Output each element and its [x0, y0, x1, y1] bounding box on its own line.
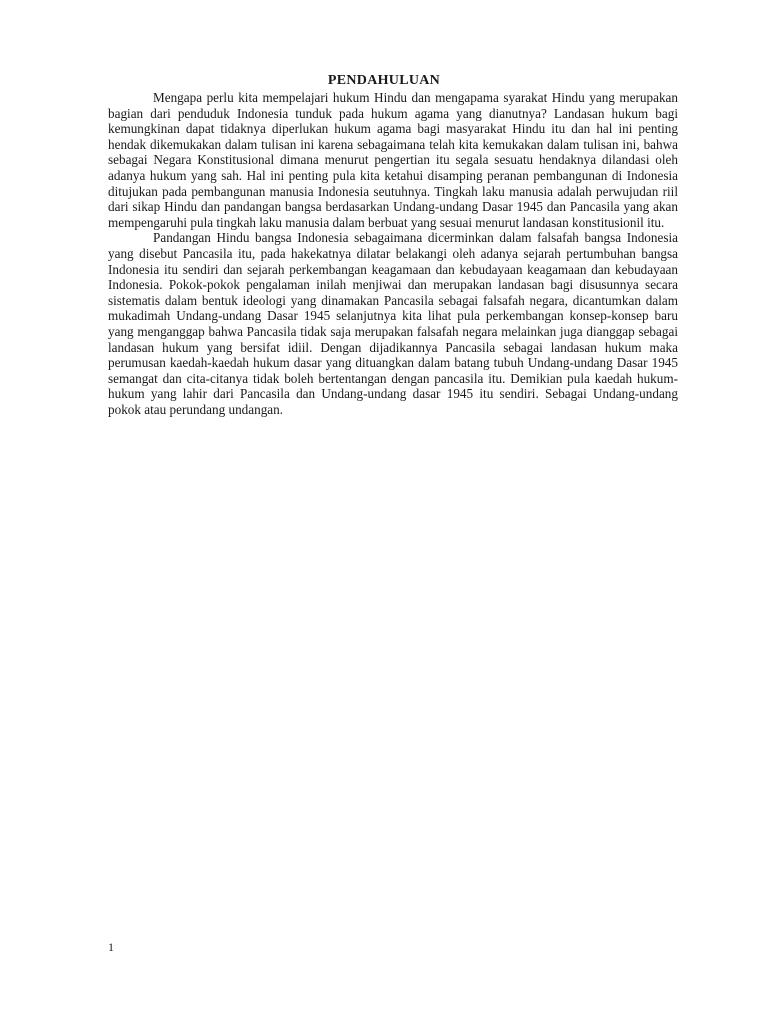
paragraph-1: Mengapa perlu kita mempelajari hukum Hindu dan mengapama syarakat Hindu yang merupakan bagian dari penduduk Indonesia tunduk pada hukum agama yang dianutnya? Landasan hukum bagi kemungkinan dapat tidaknya diperlukan hukum agama bagi masyarakat Hindu itu dan hal ini penting hendak dikemukakan dalam tulisan ini karena sebagaimana telah kita kemukakan dalam tulisan ini, bahwa sebagai Negara Konstitusional dimana menurut pengertian itu segala sesuatu hendaknya dilandasi oleh adanya hukum yang sah. Hal ini penting pula kita ketahui disamping peranan pembangunan di Indonesia ditujukan pada pembangunan manusia Indonesia seutuhnya. Tingkah laku manusia adalah perwujudan riil dari sikap Hindu dan pandangan bangsa berdasarkan Undang-undang Dasar 1945 dan Pancasila yang akan mempengaruhi pula tingkah laku manusia dalam berbuat yang sesuai menurut landasan konstitusionil itu. [108, 90, 678, 230]
page-number: 1 [108, 940, 114, 954]
body-text [108, 90, 678, 417]
page-title: PENDAHULUAN [327, 73, 441, 88]
paragraph-2: Pandangan Hindu bangsa Indonesia sebagaimana dicerminkan dalam falsafah bangsa Indonesia yang disebut Pancasila itu, pada hakekatnya dilatar belakangi oleh adanya sejarah pertumbuhan bangsa Indonesia itu sendiri dan sejarah perkembangan keagamaan dan kebudayaan keagamaan dan kebudayaan Indonesia. Pokok-pokok pengalaman inilah menjiwai dan merupakan landasan bagi disusunnya secara sistematis dalam bentuk ideologi yang dinamakan Pancasila sebagai falsafah negara, dicantumkan dalam mukadimah Undang-undang Dasar 1945 selanjutnya kita lihat pula perkembangan konsep-konsep baru yang menganggap bahwa Pancasila tidak saja merupakan falsafah negara melainkan juga dianggap sebagai landasan hukum yang bersifat idiil. Dengan dijadikannya Pancasila sebagai landasan hukum maka perumusan kaedah-kaedah hukum dasar yang dituangkan dalam batang tubuh Undang-undang Dasar 1945 semangat dan cita-citanya tidak boleh bertentangan dengan pancasila itu. Demikian pula kaedah hukum-hukum yang lahir dari Pancasila dan Undang-undang dasar 1945 itu sendiri. Sebagai Undang-undang pokok atau perundang undangan. [108, 230, 678, 417]
